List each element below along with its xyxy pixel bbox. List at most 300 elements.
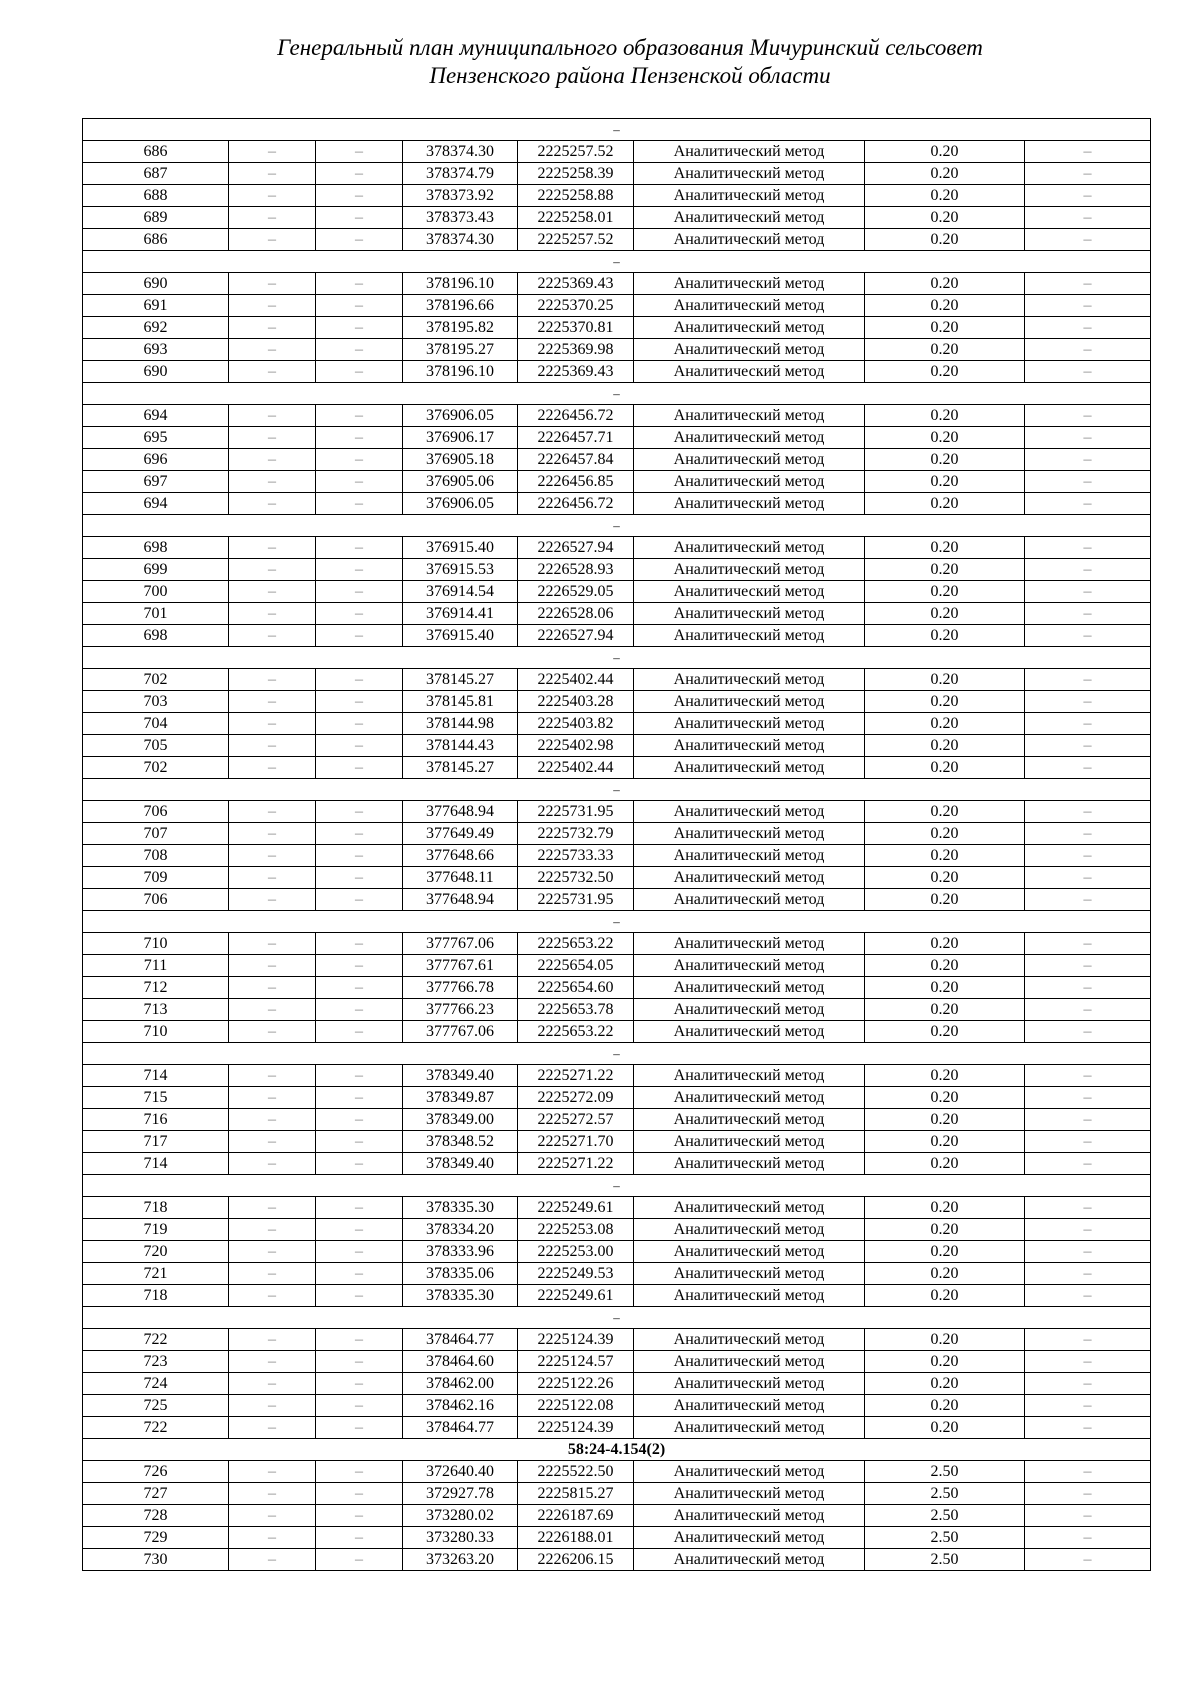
old-x-cell: – (229, 669, 316, 691)
y-coordinate-cell: 2225733.33 (518, 845, 634, 867)
description-cell: – (1025, 1373, 1151, 1395)
old-y-cell: – (316, 1087, 403, 1109)
table-row (83, 339, 1151, 361)
old-x-cell: – (229, 1373, 316, 1395)
table-row (83, 559, 1151, 581)
description-cell: – (1025, 273, 1151, 295)
old-x-cell: – (229, 955, 316, 977)
y-coordinate-cell: 2225272.57 (518, 1109, 634, 1131)
old-y-cell: – (316, 1527, 403, 1549)
table-row (83, 603, 1151, 625)
description-cell: – (1025, 493, 1151, 515)
point-number-cell: 707 (83, 823, 229, 845)
description-cell: – (1025, 845, 1151, 867)
accuracy-cell: 0.20 (865, 361, 1025, 383)
old-y-cell: – (316, 1219, 403, 1241)
old-x-cell: – (229, 559, 316, 581)
accuracy-cell: 0.20 (865, 1087, 1025, 1109)
accuracy-cell: 0.20 (865, 295, 1025, 317)
old-y-cell: – (316, 1153, 403, 1175)
old-x-cell: – (229, 867, 316, 889)
point-number-cell: 687 (83, 163, 229, 185)
point-number-cell: 718 (83, 1197, 229, 1219)
accuracy-cell: 0.20 (865, 889, 1025, 911)
accuracy-cell: 0.20 (865, 955, 1025, 977)
old-y-cell: – (316, 1549, 403, 1571)
point-number-cell: 725 (83, 1395, 229, 1417)
old-x-cell: – (229, 801, 316, 823)
point-number-cell: 723 (83, 1351, 229, 1373)
table-row (83, 1087, 1151, 1109)
old-x-cell: – (229, 471, 316, 493)
y-coordinate-cell: 2225732.50 (518, 867, 634, 889)
old-y-cell: – (316, 471, 403, 493)
y-coordinate-cell: 2225271.22 (518, 1153, 634, 1175)
x-coordinate-cell: 378349.40 (403, 1153, 518, 1175)
table-row (83, 1197, 1151, 1219)
x-coordinate-cell: 377648.94 (403, 889, 518, 911)
old-y-cell: – (316, 669, 403, 691)
old-x-cell: – (229, 757, 316, 779)
method-cell: Аналитический метод (634, 1527, 865, 1549)
separator-row (83, 119, 1151, 141)
old-x-cell: – (229, 1087, 316, 1109)
point-number-cell: 708 (83, 845, 229, 867)
point-number-cell: 692 (83, 317, 229, 339)
table-row (83, 361, 1151, 383)
x-coordinate-cell: 378196.66 (403, 295, 518, 317)
header-line-2: Пензенского района Пензенской области (429, 63, 831, 88)
description-cell: – (1025, 1329, 1151, 1351)
accuracy-cell: 0.20 (865, 1263, 1025, 1285)
old-x-cell: – (229, 1417, 316, 1439)
table-row (83, 1131, 1151, 1153)
y-coordinate-cell: 2226528.06 (518, 603, 634, 625)
method-cell: Аналитический метод (634, 1351, 865, 1373)
separator-row (83, 383, 1151, 405)
table-row (83, 229, 1151, 251)
y-coordinate-cell: 2225258.88 (518, 185, 634, 207)
description-cell: – (1025, 471, 1151, 493)
old-x-cell: – (229, 1329, 316, 1351)
accuracy-cell: 0.20 (865, 1021, 1025, 1043)
old-y-cell: – (316, 757, 403, 779)
description-cell: – (1025, 823, 1151, 845)
old-y-cell: – (316, 295, 403, 317)
y-coordinate-cell: 2226206.15 (518, 1549, 634, 1571)
separator-cell: – (83, 779, 1151, 801)
accuracy-cell: 0.20 (865, 317, 1025, 339)
accuracy-cell: 0.20 (865, 141, 1025, 163)
table-row (83, 1483, 1151, 1505)
separator-cell: – (83, 1175, 1151, 1197)
accuracy-cell: 2.50 (865, 1527, 1025, 1549)
old-x-cell: – (229, 361, 316, 383)
point-number-cell: 716 (83, 1109, 229, 1131)
y-coordinate-cell: 2226527.94 (518, 625, 634, 647)
old-x-cell: – (229, 1549, 316, 1571)
accuracy-cell: 0.20 (865, 207, 1025, 229)
method-cell: Аналитический метод (634, 823, 865, 845)
description-cell: – (1025, 427, 1151, 449)
point-number-cell: 710 (83, 1021, 229, 1043)
accuracy-cell: 2.50 (865, 1483, 1025, 1505)
y-coordinate-cell: 2225249.61 (518, 1197, 634, 1219)
separator-cell: – (83, 383, 1151, 405)
method-cell: Аналитический метод (634, 141, 865, 163)
old-x-cell: – (229, 625, 316, 647)
accuracy-cell: 0.20 (865, 1373, 1025, 1395)
accuracy-cell: 0.20 (865, 537, 1025, 559)
method-cell: Аналитический метод (634, 361, 865, 383)
method-cell: Аналитический метод (634, 1087, 865, 1109)
description-cell: – (1025, 1109, 1151, 1131)
separator-row (83, 1043, 1151, 1065)
x-coordinate-cell: 376906.17 (403, 427, 518, 449)
separator-cell: – (83, 647, 1151, 669)
description-cell: – (1025, 1219, 1151, 1241)
method-cell: Аналитический метод (634, 603, 865, 625)
description-cell: – (1025, 163, 1151, 185)
method-cell: Аналитический метод (634, 1219, 865, 1241)
accuracy-cell: 0.20 (865, 1417, 1025, 1439)
x-coordinate-cell: 376915.53 (403, 559, 518, 581)
point-number-cell: 694 (83, 405, 229, 427)
description-cell: – (1025, 1263, 1151, 1285)
old-y-cell: – (316, 603, 403, 625)
old-y-cell: – (316, 1263, 403, 1285)
x-coordinate-cell: 378464.60 (403, 1351, 518, 1373)
old-x-cell: – (229, 1527, 316, 1549)
description-cell: – (1025, 339, 1151, 361)
accuracy-cell: 0.20 (865, 1219, 1025, 1241)
method-cell: Аналитический метод (634, 1373, 865, 1395)
description-cell: – (1025, 141, 1151, 163)
y-coordinate-cell: 2225402.44 (518, 757, 634, 779)
old-x-cell: – (229, 1219, 316, 1241)
method-cell: Аналитический метод (634, 229, 865, 251)
point-number-cell: 718 (83, 1285, 229, 1307)
y-coordinate-cell: 2226188.01 (518, 1527, 634, 1549)
old-x-cell: – (229, 449, 316, 471)
accuracy-cell: 0.20 (865, 691, 1025, 713)
y-coordinate-cell: 2225124.57 (518, 1351, 634, 1373)
method-cell: Аналитический метод (634, 1197, 865, 1219)
x-coordinate-cell: 377649.49 (403, 823, 518, 845)
method-cell: Аналитический метод (634, 1065, 865, 1087)
x-coordinate-cell: 378145.27 (403, 757, 518, 779)
old-y-cell: – (316, 955, 403, 977)
x-coordinate-cell: 376906.05 (403, 405, 518, 427)
y-coordinate-cell: 2225402.44 (518, 669, 634, 691)
accuracy-cell: 0.20 (865, 845, 1025, 867)
table-row (83, 1021, 1151, 1043)
accuracy-cell: 0.20 (865, 229, 1025, 251)
table-row (83, 955, 1151, 977)
table-row (83, 1109, 1151, 1131)
description-cell: – (1025, 933, 1151, 955)
old-x-cell: – (229, 1109, 316, 1131)
point-number-cell: 714 (83, 1153, 229, 1175)
y-coordinate-cell: 2225403.28 (518, 691, 634, 713)
point-number-cell: 698 (83, 537, 229, 559)
method-cell: Аналитический метод (634, 1021, 865, 1043)
y-coordinate-cell: 2225253.00 (518, 1241, 634, 1263)
old-y-cell: – (316, 1395, 403, 1417)
accuracy-cell: 0.20 (865, 977, 1025, 999)
method-cell: Аналитический метод (634, 185, 865, 207)
x-coordinate-cell: 373280.02 (403, 1505, 518, 1527)
method-cell: Аналитический метод (634, 977, 865, 999)
point-number-cell: 703 (83, 691, 229, 713)
point-number-cell: 717 (83, 1131, 229, 1153)
table-row (83, 405, 1151, 427)
description-cell: – (1025, 1153, 1151, 1175)
y-coordinate-cell: 2225522.50 (518, 1461, 634, 1483)
point-number-cell: 729 (83, 1527, 229, 1549)
old-x-cell: – (229, 1021, 316, 1043)
accuracy-cell: 0.20 (865, 339, 1025, 361)
table-row (83, 471, 1151, 493)
old-x-cell: – (229, 1197, 316, 1219)
table-row (83, 1351, 1151, 1373)
point-number-cell: 691 (83, 295, 229, 317)
x-coordinate-cell: 378374.30 (403, 141, 518, 163)
table-row (83, 1395, 1151, 1417)
table-row (83, 1329, 1151, 1351)
y-coordinate-cell: 2225271.70 (518, 1131, 634, 1153)
x-coordinate-cell: 378374.30 (403, 229, 518, 251)
point-number-cell: 700 (83, 581, 229, 603)
point-number-cell: 712 (83, 977, 229, 999)
description-cell: – (1025, 603, 1151, 625)
x-coordinate-cell: 373263.20 (403, 1549, 518, 1571)
table-row (83, 735, 1151, 757)
table-row (83, 537, 1151, 559)
y-coordinate-cell: 2225403.82 (518, 713, 634, 735)
y-coordinate-cell: 2225257.52 (518, 229, 634, 251)
separator-cell: – (83, 1043, 1151, 1065)
method-cell: Аналитический метод (634, 1417, 865, 1439)
point-number-cell: 730 (83, 1549, 229, 1571)
point-number-cell: 701 (83, 603, 229, 625)
method-cell: Аналитический метод (634, 273, 865, 295)
old-x-cell: – (229, 1131, 316, 1153)
accuracy-cell: 0.20 (865, 713, 1025, 735)
description-cell: – (1025, 1461, 1151, 1483)
y-coordinate-cell: 2225402.98 (518, 735, 634, 757)
x-coordinate-cell: 377648.11 (403, 867, 518, 889)
x-coordinate-cell: 377648.94 (403, 801, 518, 823)
description-cell: – (1025, 713, 1151, 735)
method-cell: Аналитический метод (634, 1549, 865, 1571)
old-y-cell: – (316, 1065, 403, 1087)
point-number-cell: 726 (83, 1461, 229, 1483)
old-x-cell: – (229, 735, 316, 757)
description-cell: – (1025, 559, 1151, 581)
x-coordinate-cell: 378335.30 (403, 1285, 518, 1307)
accuracy-cell: 0.20 (865, 185, 1025, 207)
description-cell: – (1025, 955, 1151, 977)
method-cell: Аналитический метод (634, 295, 865, 317)
table-row (83, 1153, 1151, 1175)
table-row (83, 273, 1151, 295)
accuracy-cell: 0.20 (865, 933, 1025, 955)
table-row (83, 207, 1151, 229)
old-x-cell: – (229, 163, 316, 185)
point-number-cell: 699 (83, 559, 229, 581)
table-row (83, 691, 1151, 713)
description-cell: – (1025, 185, 1151, 207)
y-coordinate-cell: 2225369.98 (518, 339, 634, 361)
table-row (83, 933, 1151, 955)
method-cell: Аналитический метод (634, 163, 865, 185)
old-x-cell: – (229, 1395, 316, 1417)
separator-cell: – (83, 515, 1151, 537)
old-y-cell: – (316, 185, 403, 207)
old-x-cell: – (229, 581, 316, 603)
accuracy-cell: 0.20 (865, 1395, 1025, 1417)
accuracy-cell: 0.20 (865, 735, 1025, 757)
table-row (83, 1263, 1151, 1285)
old-y-cell: – (316, 1021, 403, 1043)
accuracy-cell: 0.20 (865, 163, 1025, 185)
old-x-cell: – (229, 713, 316, 735)
accuracy-cell: 0.20 (865, 823, 1025, 845)
y-coordinate-cell: 2225271.22 (518, 1065, 634, 1087)
x-coordinate-cell: 378464.77 (403, 1417, 518, 1439)
x-coordinate-cell: 376915.40 (403, 537, 518, 559)
separator-cell: – (83, 119, 1151, 141)
accuracy-cell: 0.20 (865, 405, 1025, 427)
x-coordinate-cell: 378462.00 (403, 1373, 518, 1395)
point-number-cell: 709 (83, 867, 229, 889)
method-cell: Аналитический метод (634, 999, 865, 1021)
x-coordinate-cell: 376914.54 (403, 581, 518, 603)
old-x-cell: – (229, 889, 316, 911)
y-coordinate-cell: 2225370.25 (518, 295, 634, 317)
description-cell: – (1025, 757, 1151, 779)
description-cell: – (1025, 1197, 1151, 1219)
table-row (83, 1285, 1151, 1307)
description-cell: – (1025, 1021, 1151, 1043)
point-number-cell: 702 (83, 757, 229, 779)
description-cell: – (1025, 1395, 1151, 1417)
point-number-cell: 688 (83, 185, 229, 207)
old-x-cell: – (229, 691, 316, 713)
table-row (83, 1219, 1151, 1241)
table-row (83, 867, 1151, 889)
point-number-cell: 724 (83, 1373, 229, 1395)
x-coordinate-cell: 378462.16 (403, 1395, 518, 1417)
old-x-cell: – (229, 1285, 316, 1307)
x-coordinate-cell: 378335.06 (403, 1263, 518, 1285)
old-y-cell: – (316, 713, 403, 735)
point-number-cell: 686 (83, 229, 229, 251)
old-y-cell: – (316, 801, 403, 823)
point-number-cell: 706 (83, 801, 229, 823)
y-coordinate-cell: 2225124.39 (518, 1417, 634, 1439)
method-cell: Аналитический метод (634, 471, 865, 493)
old-y-cell: – (316, 1461, 403, 1483)
old-x-cell: – (229, 405, 316, 427)
table-row (83, 669, 1151, 691)
method-cell: Аналитический метод (634, 735, 865, 757)
separator-cell: – (83, 1307, 1151, 1329)
point-number-cell: 711 (83, 955, 229, 977)
document-header (0, 34, 1200, 90)
old-x-cell: – (229, 999, 316, 1021)
old-y-cell: – (316, 361, 403, 383)
accuracy-cell: 2.50 (865, 1549, 1025, 1571)
separator-row (83, 647, 1151, 669)
table-row (83, 317, 1151, 339)
table-row (83, 1065, 1151, 1087)
point-number-cell: 690 (83, 273, 229, 295)
method-cell: Аналитический метод (634, 449, 865, 471)
old-y-cell: – (316, 845, 403, 867)
point-number-cell: 713 (83, 999, 229, 1021)
old-y-cell: – (316, 1131, 403, 1153)
accuracy-cell: 0.20 (865, 471, 1025, 493)
x-coordinate-cell: 377767.61 (403, 955, 518, 977)
x-coordinate-cell: 378349.87 (403, 1087, 518, 1109)
y-coordinate-cell: 2225653.22 (518, 933, 634, 955)
y-coordinate-cell: 2226528.93 (518, 559, 634, 581)
table-row (83, 757, 1151, 779)
description-cell: – (1025, 669, 1151, 691)
table-row (83, 801, 1151, 823)
old-y-cell: – (316, 559, 403, 581)
x-coordinate-cell: 378374.79 (403, 163, 518, 185)
old-x-cell: – (229, 1461, 316, 1483)
accuracy-cell: 0.20 (865, 1153, 1025, 1175)
accuracy-cell: 0.20 (865, 801, 1025, 823)
point-number-cell: 722 (83, 1329, 229, 1351)
y-coordinate-cell: 2225249.61 (518, 1285, 634, 1307)
point-number-cell: 722 (83, 1417, 229, 1439)
accuracy-cell: 0.20 (865, 1131, 1025, 1153)
accuracy-cell: 0.20 (865, 1351, 1025, 1373)
method-cell: Аналитический метод (634, 581, 865, 603)
y-coordinate-cell: 2225654.05 (518, 955, 634, 977)
x-coordinate-cell: 377648.66 (403, 845, 518, 867)
description-cell: – (1025, 867, 1151, 889)
description-cell: – (1025, 801, 1151, 823)
description-cell: – (1025, 1285, 1151, 1307)
description-cell: – (1025, 1065, 1151, 1087)
accuracy-cell: 0.20 (865, 757, 1025, 779)
x-coordinate-cell: 378196.10 (403, 361, 518, 383)
description-cell: – (1025, 229, 1151, 251)
x-coordinate-cell: 378196.10 (403, 273, 518, 295)
y-coordinate-cell: 2225253.08 (518, 1219, 634, 1241)
table-row (83, 1527, 1151, 1549)
description-cell: – (1025, 361, 1151, 383)
method-cell: Аналитический метод (634, 339, 865, 361)
old-y-cell: – (316, 1241, 403, 1263)
coordinates-table (82, 118, 1151, 1571)
description-cell: – (1025, 889, 1151, 911)
method-cell: Аналитический метод (634, 1505, 865, 1527)
y-coordinate-cell: 2225258.39 (518, 163, 634, 185)
table-row (83, 427, 1151, 449)
old-x-cell: – (229, 1153, 316, 1175)
old-x-cell: – (229, 273, 316, 295)
x-coordinate-cell: 378195.82 (403, 317, 518, 339)
table-row (83, 713, 1151, 735)
point-number-cell: 720 (83, 1241, 229, 1263)
